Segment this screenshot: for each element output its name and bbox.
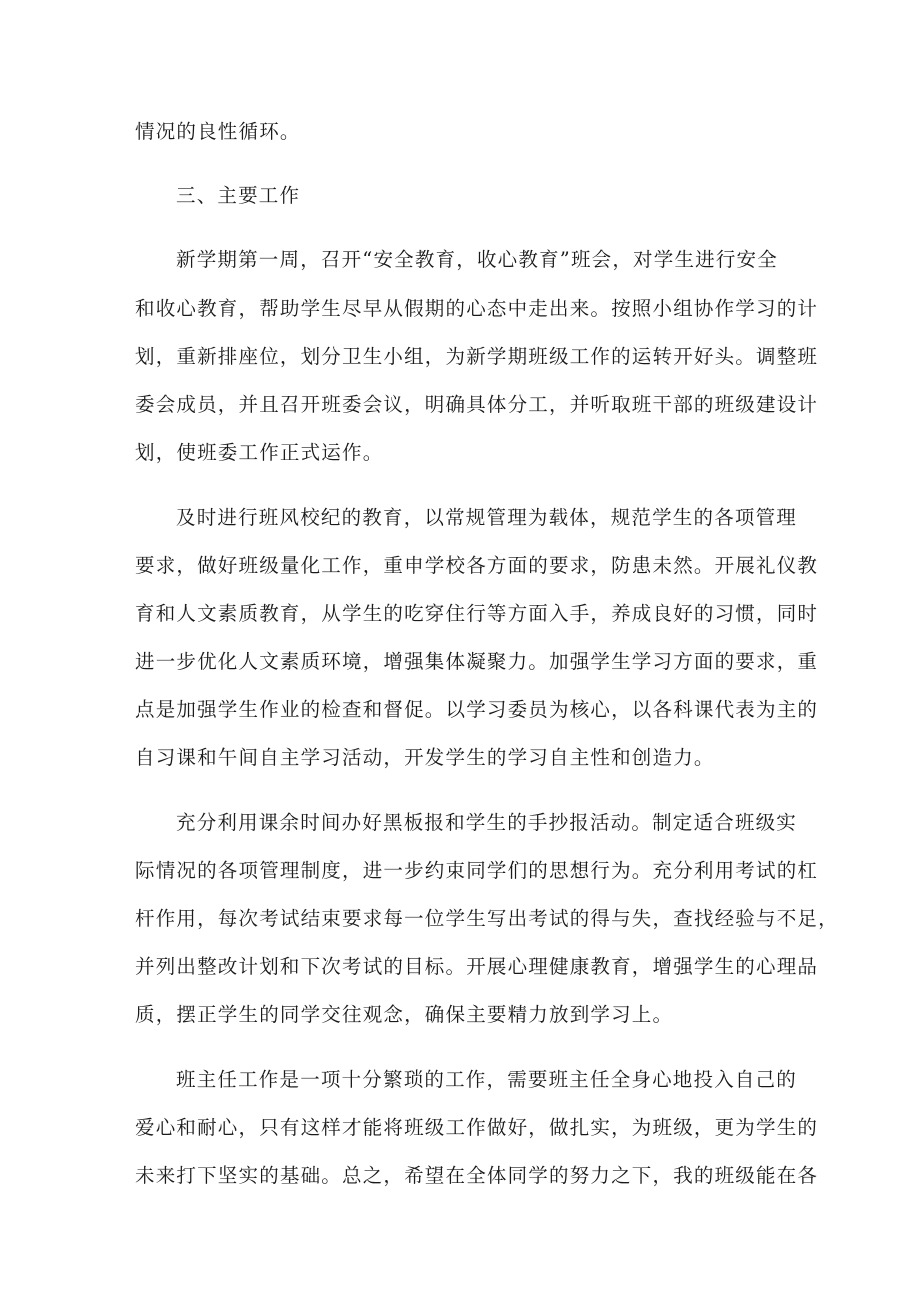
text-line: 育和人文素质教育，从学生的吃穿住行等方面入手，养成良好的习惯，同时 — [135, 602, 819, 625]
section-heading: 三、主要工作 — [176, 184, 301, 207]
text-line: 班主任工作是一项十分繁琐的工作，需要班主任全身心地投入自己的 — [176, 1068, 798, 1091]
text-line: 杆作用，每次考试结束要求每一位学生写出考试的得与失，查找经验与不足， — [135, 907, 839, 930]
text-line: 新学期第一周，召开“安全教育，收心教育”班会，对学生进行安全 — [176, 248, 778, 271]
text-line: 要求，做好班级量化工作，重申学校各方面的要求，防患未然。开展礼仪教 — [135, 554, 819, 577]
text-line: 和收心教育，帮助学生尽早从假期的心态中走出来。按照小组协作学习的计 — [135, 297, 819, 320]
text-line: 充分利用课余时间办好黑板报和学生的手抄报活动。制定适合班级实 — [176, 811, 798, 834]
text-line: 划，使班委工作正式运作。 — [135, 441, 384, 464]
text-line: 自习课和午间自主学习活动，开发学生的学习自主性和创造力。 — [135, 746, 715, 769]
text-line: 委会成员，并且召开班委会议，明确具体分工，并听取班干部的班级建设计 — [135, 393, 819, 416]
text-line: 爱心和耐心，只有这样才能将班级工作做好，做扎实，为班级，更为学生的 — [135, 1116, 819, 1139]
text-line: 情况的良性循环。 — [135, 120, 301, 143]
text-line: 进一步优化人文素质环境，增强集体凝聚力。加强学生学习方面的要求，重 — [135, 650, 819, 673]
text-line: 及时进行班风校纪的教育，以常规管理为载体，规范学生的各项管理 — [176, 506, 798, 529]
text-line: 划，重新排座位，划分卫生小组，为新学期班级工作的运转开好头。调整班 — [135, 345, 819, 368]
text-line: 并列出整改计划和下次考试的目标。开展心理健康教育，增强学生的心理品 — [135, 955, 819, 978]
text-line: 未来打下坚实的基础。总之，希望在全体同学的努力之下，我的班级能在各 — [135, 1164, 819, 1187]
text-line: 际情况的各项管理制度，进一步约束同学们的思想行为。充分利用考试的杠 — [135, 859, 819, 882]
text-line: 质，摆正学生的同学交往观念，确保主要精力放到学习上。 — [135, 1003, 674, 1026]
text-line: 点是加强学生作业的检查和督促。以学习委员为核心，以各科课代表为主的 — [135, 698, 819, 721]
